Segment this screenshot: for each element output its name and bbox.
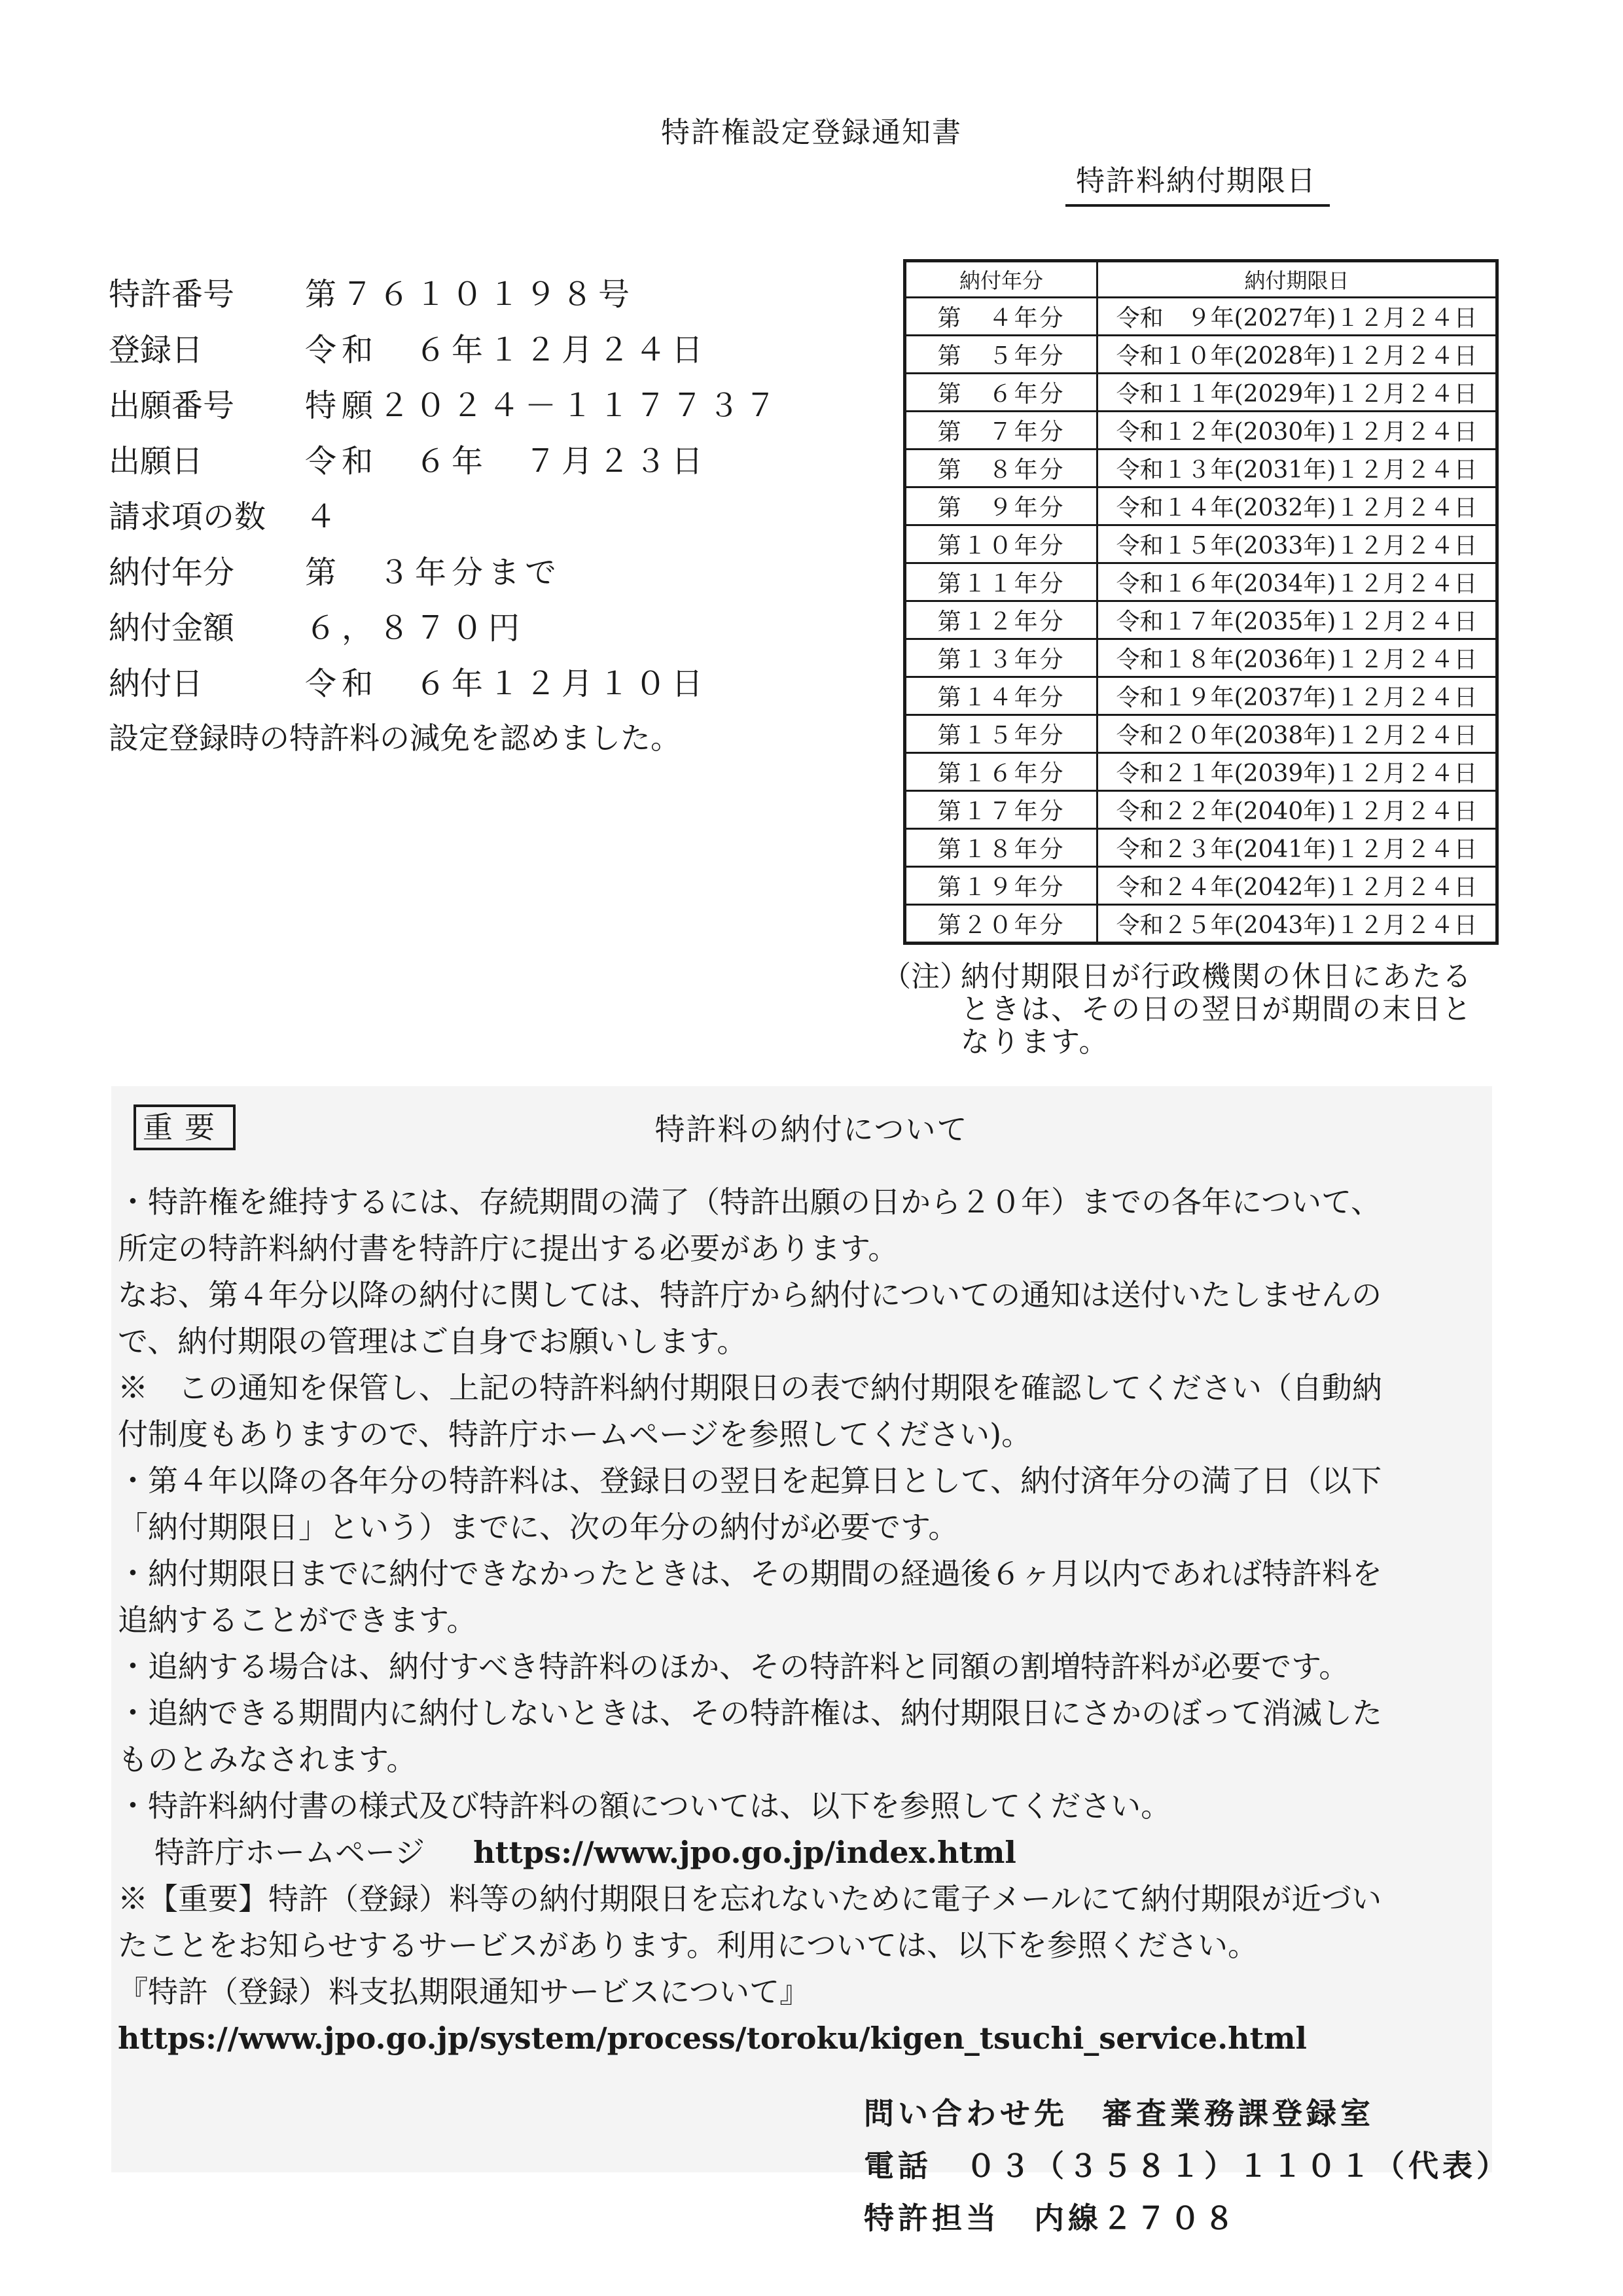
column-header: 納付期限日 — [1097, 261, 1497, 298]
payment-year-cell: 第１４年分 — [905, 677, 1097, 715]
table-row — [905, 601, 1497, 639]
payment-year-cell: 第 ９年分 — [905, 487, 1097, 525]
important-label: 重要 — [134, 1104, 236, 1150]
info-value: 令和 ６年１２月２４日 — [305, 332, 709, 368]
column-header: 納付年分 — [905, 261, 1097, 298]
document-title: 特許権設定登録通知書 — [661, 116, 962, 149]
table-row — [905, 639, 1497, 677]
table-body — [905, 298, 1497, 944]
table-row — [905, 791, 1497, 829]
deadline-date-cell: 令和１７年(2035年)１２月２４日 — [1097, 601, 1497, 639]
homepage-line — [118, 1829, 1492, 1876]
payment-year-cell: 第 ５年分 — [905, 336, 1097, 374]
payment-year-cell: 第１９年分 — [905, 867, 1097, 905]
payment-deadline-table — [903, 259, 1499, 945]
info-row-patent-number — [109, 267, 781, 323]
notice-line: 『特許（登録）料支払期限通知サービスについて』 — [118, 1974, 810, 2009]
info-label: 出願日 — [109, 443, 204, 480]
info-label: 納付金額 — [109, 610, 235, 646]
info-row-application-number — [109, 378, 781, 434]
table-header-row — [905, 261, 1497, 298]
table-row — [905, 715, 1497, 753]
notice-line: ※ この通知を保管し、上記の特許料納付期限日の表で納付期限を確認してください（自動納 — [118, 1370, 1382, 1405]
footnote-line: ときは、その日の翌日が期間の末日と — [961, 993, 1472, 1026]
notice-line: なお、第４年分以降の納付に関しては、特許庁から納付についての通知は送付いたしませんの — [118, 1277, 1382, 1313]
table-row — [905, 374, 1497, 412]
deadline-date-cell: 令和１４年(2032年)１２月２４日 — [1097, 487, 1497, 525]
payment-year-cell: 第１２年分 — [905, 601, 1097, 639]
info-value: ４ — [305, 499, 342, 535]
service-link[interactable]: https://www.jpo.go.jp/system/process/toroku/kigen_tsuchi_service.html — [118, 2021, 1308, 2056]
homepage-label: 特許庁ホームページ — [154, 1835, 425, 1870]
payment-year-cell: 第 ７年分 — [905, 412, 1097, 450]
deadline-date-cell: 令和１８年(2036年)１２月２４日 — [1097, 639, 1497, 677]
deadline-date-cell: 令和２３年(2041年)１２月２４日 — [1097, 829, 1497, 867]
info-value: 第 ３年分まで — [305, 554, 562, 591]
info-value: 令和 ６年１２月１０日 — [305, 665, 709, 702]
payment-year-cell: 第１３年分 — [905, 639, 1097, 677]
payment-year-cell: 第１６年分 — [905, 753, 1097, 791]
deadline-date-cell: 令和１０年(2028年)１２月２４日 — [1097, 336, 1497, 374]
notice-line: ・第４年以降の各年分の特許料は、登録日の翌日を起算日として、納付済年分の満了日（以下 — [118, 1463, 1382, 1498]
info-value: 特願２０２４－１１７７３７ — [305, 387, 782, 424]
table-row — [905, 563, 1497, 601]
payment-year-cell: 第１５年分 — [905, 715, 1097, 753]
notice-line: ・追納する場合は、納付すべき特許料のほか、その特許料と同額の割増特許料が必要です。 — [118, 1649, 1349, 1684]
fee-reduction-note: 設定登録時の特許料の減免を認めました。 — [109, 720, 681, 756]
info-value: ６，８７０円 — [305, 610, 526, 646]
table-row — [905, 450, 1497, 487]
notice-line: 所定の特許料納付書を特許庁に提出する必要があります。 — [118, 1231, 899, 1266]
table-row — [905, 487, 1497, 525]
table-row — [905, 298, 1497, 336]
notice-line: で、納付期限の管理はご自身でお願いします。 — [118, 1324, 747, 1359]
notice-line: たことをお知らせするサービスがあります。利用については、以下を参照ください。 — [118, 1928, 1258, 1963]
info-row-payment-date — [109, 656, 781, 712]
notice-line: 追納することができます。 — [118, 1602, 477, 1638]
payment-year-cell: 第 ６年分 — [905, 374, 1097, 412]
info-label: 出願番号 — [109, 387, 235, 424]
registration-info — [109, 267, 781, 764]
homepage-link[interactable]: https://www.jpo.go.jp/index.html — [473, 1835, 1016, 1870]
table-row — [905, 412, 1497, 450]
footnote-text — [961, 961, 1504, 1059]
notice-line: 付制度もありますので、特許庁ホームページを参照してください)。 — [118, 1417, 1032, 1452]
info-label: 請求項の数 — [109, 499, 266, 535]
payment-year-cell: 第１７年分 — [905, 791, 1097, 829]
notice-line: ・特許権を維持するには、存続期間の満了（特許出願の日から２０年）までの各年について、 — [118, 1184, 1382, 1220]
contact-office: 問い合わせ先 審査業務課登録室 — [864, 2096, 1374, 2131]
info-row-claims-count — [109, 489, 781, 545]
deadline-date-cell: 令和２５年(2043年)１２月２４日 — [1097, 905, 1497, 944]
deadline-date-cell: 令和２４年(2042年)１２月２４日 — [1097, 867, 1497, 905]
deadline-date-cell: 令和１１年(2029年)１２月２４日 — [1097, 374, 1497, 412]
deadline-date-cell: 令和２０年(2038年)１２月２４日 — [1097, 715, 1497, 753]
deadline-date-cell: 令和 ９年(2027年)１２月２４日 — [1097, 298, 1497, 336]
notice-line: ・納付期限日までに納付できなかったときは、その期間の経過後６ヶ月以内であれば特許料を — [118, 1556, 1382, 1591]
deadline-date-cell: 令和１３年(2031年)１２月２４日 — [1097, 450, 1497, 487]
info-value: 令和 ６年 ７月２３日 — [305, 443, 709, 480]
info-row-registration-date — [109, 323, 781, 378]
notice-body — [118, 1179, 1492, 2062]
info-row-paid-years — [109, 545, 781, 601]
table-row — [905, 677, 1497, 715]
deadline-date-cell: 令和１６年(2034年)１２月２４日 — [1097, 563, 1497, 601]
footnote-marker: （注） — [882, 960, 969, 993]
info-label: 納付年分 — [109, 554, 235, 591]
notice-line: ※【重要】特許（登録）料等の納付期限日を忘れないために電子メールにて納付期限が近づい — [118, 1881, 1382, 1916]
table-row — [905, 525, 1497, 563]
notice-line: 「納付期限日」という）までに、次の年分の納付が必要です。 — [118, 1510, 959, 1545]
table-footnote — [882, 961, 1537, 1059]
contact-info — [864, 2087, 1510, 2244]
info-label: 登録日 — [109, 332, 204, 368]
contact-extension: 特許担当 内線２７０８ — [864, 2200, 1238, 2236]
payment-year-cell: 第 ８年分 — [905, 450, 1097, 487]
payment-year-cell: 第１８年分 — [905, 829, 1097, 867]
info-label: 納付日 — [109, 665, 204, 702]
footnote-line: 納付期限日が行政機関の休日にあたる — [961, 960, 1472, 993]
payment-year-cell: 第 ４年分 — [905, 298, 1097, 336]
table-row — [905, 829, 1497, 867]
deadline-date-cell: 令和２１年(2039年)１２月２４日 — [1097, 753, 1497, 791]
info-row-paid-amount — [109, 601, 781, 656]
notice-line: ・追納できる期間内に納付しないときは、その特許権は、納付期限日にさかのぼって消滅した — [118, 1695, 1382, 1731]
deadline-date-cell: 令和１５年(2033年)１２月２４日 — [1097, 525, 1497, 563]
table-row — [905, 867, 1497, 905]
notice-line: ものとみなされます。 — [118, 1742, 417, 1777]
payment-year-cell: 第１１年分 — [905, 563, 1097, 601]
notice-line: ・特許料納付書の様式及び特許料の額については、以下を参照してください。 — [118, 1788, 1171, 1824]
info-value: 第７６１０１９８号 — [305, 276, 635, 313]
deadline-date-cell: 令和２２年(2040年)１２月２４日 — [1097, 791, 1497, 829]
deadline-heading: 特許料納付期限日 — [1065, 157, 1330, 207]
table-row — [905, 753, 1497, 791]
info-row-application-date — [109, 434, 781, 489]
notice-section-title: 特許料の納付について — [654, 1112, 969, 1147]
contact-phone: 電話 ０３（３５８１）１１０１（代表） — [864, 2148, 1510, 2183]
deadline-date-cell: 令和１９年(2037年)１２月２４日 — [1097, 677, 1497, 715]
payment-year-cell: 第２０年分 — [905, 905, 1097, 944]
payment-year-cell: 第１０年分 — [905, 525, 1097, 563]
table-row — [905, 905, 1497, 944]
table-row — [905, 336, 1497, 374]
info-label: 特許番号 — [109, 276, 235, 313]
deadline-date-cell: 令和１２年(2030年)１２月２４日 — [1097, 412, 1497, 450]
footnote-line: なります。 — [961, 1025, 1109, 1059]
